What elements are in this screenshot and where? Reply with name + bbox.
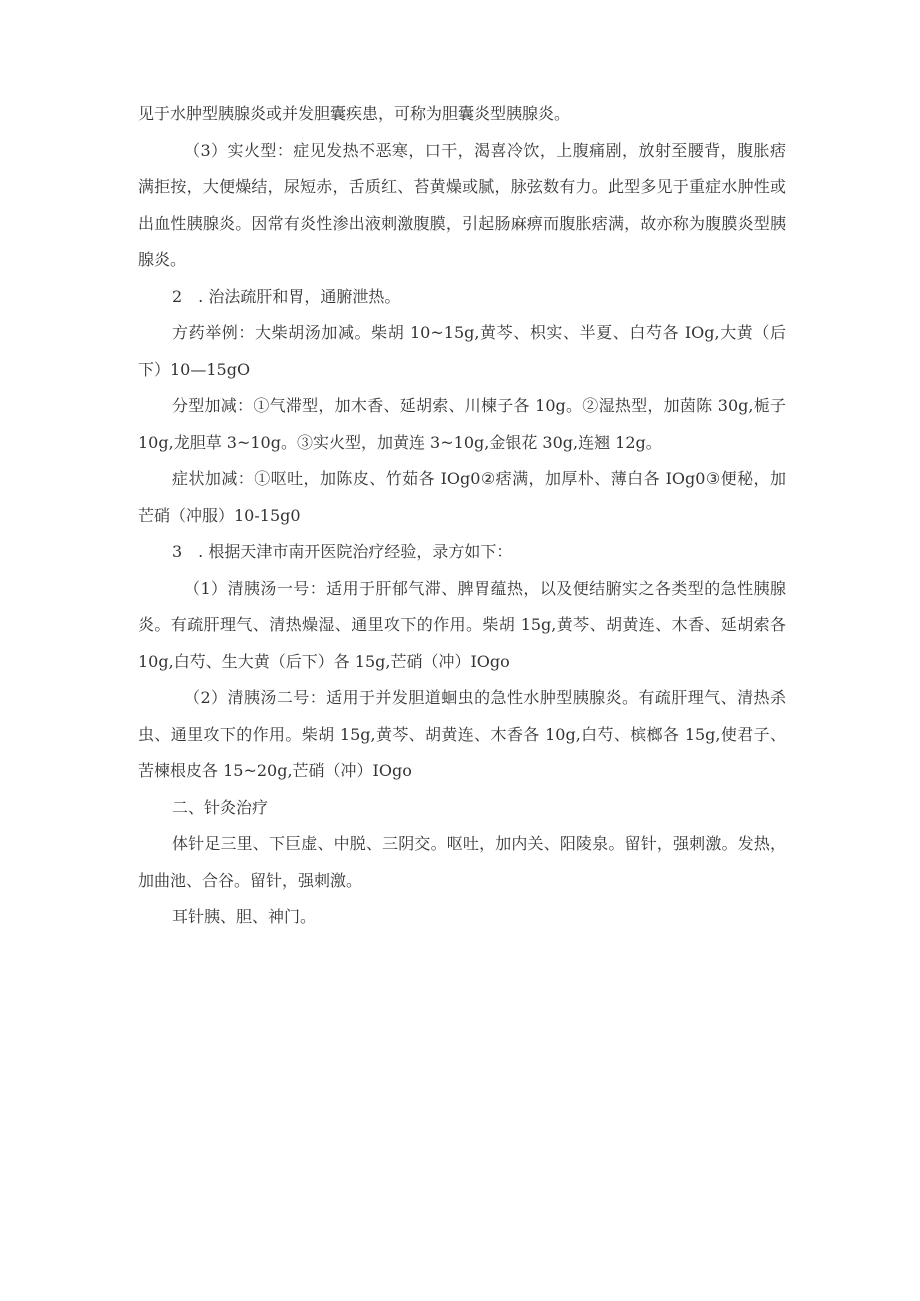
paragraph-ear-acupuncture: 耳针胰、胆、神门。 <box>172 907 317 926</box>
paragraph-prescription-example: 方药举例：大柴胡汤加减。柴胡 10~15g,黄芩、枳实、半夏、白芍各 IOg,大黄（后下）10—15gO <box>138 323 786 379</box>
paragraph-body-acupuncture: 体针足三里、下巨虚、中脱、三阴交。呕吐，加内关、阳陵泉。留针，强刺激。发热，加曲池、合谷。留针，强刺激。 <box>138 834 786 890</box>
paragraph-type-modification: 分型加减：①气滞型，加木香、延胡索、川楝子各 10g。②湿热型，加茵陈 30g,栀子 10g,龙胆草 3~10g。③实火型，加黄连 3~10g,金银花 30g,连翘 12g。 <box>138 396 786 452</box>
paragraph-excess-fire-type: （3）实火型：症见发热不恶寒，口干，渴喜冷饮，上腹痛剧，放射至腰背，腹胀痞满拒按，大便燥结，尿短赤，舌质红、苔黄燥或腻，脉弦数有力。此型多见于重症水肿性或出血性胰腺炎。因常有炎性渗出液刺激腹膜，引起肠麻痹而腹胀痞满，故亦称为腹膜炎型胰腺炎。 <box>138 140 786 269</box>
paragraph-tianjin-experience: 3 . 根据天津市南开医院治疗经验，录方如下： <box>172 542 513 561</box>
paragraph-qingyi-decoction-one: （1）清胰汤一号：适用于肝郁气滞、脾胃蕴热，以及便结腑实之各类型的急性胰腺炎。有疏肝理气、清热燥湿、通里攻下的作用。柴胡 15g,黄芩、胡黄连、木香、延胡索各 10g,白芍、生大黄（后下）各 15g,芒硝（冲）IOgo <box>138 578 786 671</box>
paragraph-symptom-modification: 症状加减：①呕吐，加陈皮、竹茹各 IOg0②痞满，加厚朴、薄白各 IOg0③便秘，加芒硝（冲服）10-15g0 <box>138 469 786 525</box>
paragraph-treatment-principle: 2 . 治法疏肝和胃，通腑泄热。 <box>172 286 401 306</box>
paragraph-continuation: 见于水肿型胰腺炎或并发胆囊疾患，可称为胆囊炎型胰腺炎。 <box>138 104 571 123</box>
paragraph-qingyi-decoction-two: （2）清胰汤二号：适用于并发胆道蛔虫的急性水肿型胰腺炎。有疏肝理气、清热杀虫、通里攻下的作用。柴胡 15g,黄芩、胡黄连、木香各 10g,白芍、槟榔各 15g,使君子、苦楝根皮各 15~20g,芒硝（冲）IOgo <box>138 688 786 780</box>
document-body <box>138 96 786 936</box>
section-heading-acupuncture: 二、针灸治疗 <box>172 797 269 817</box>
